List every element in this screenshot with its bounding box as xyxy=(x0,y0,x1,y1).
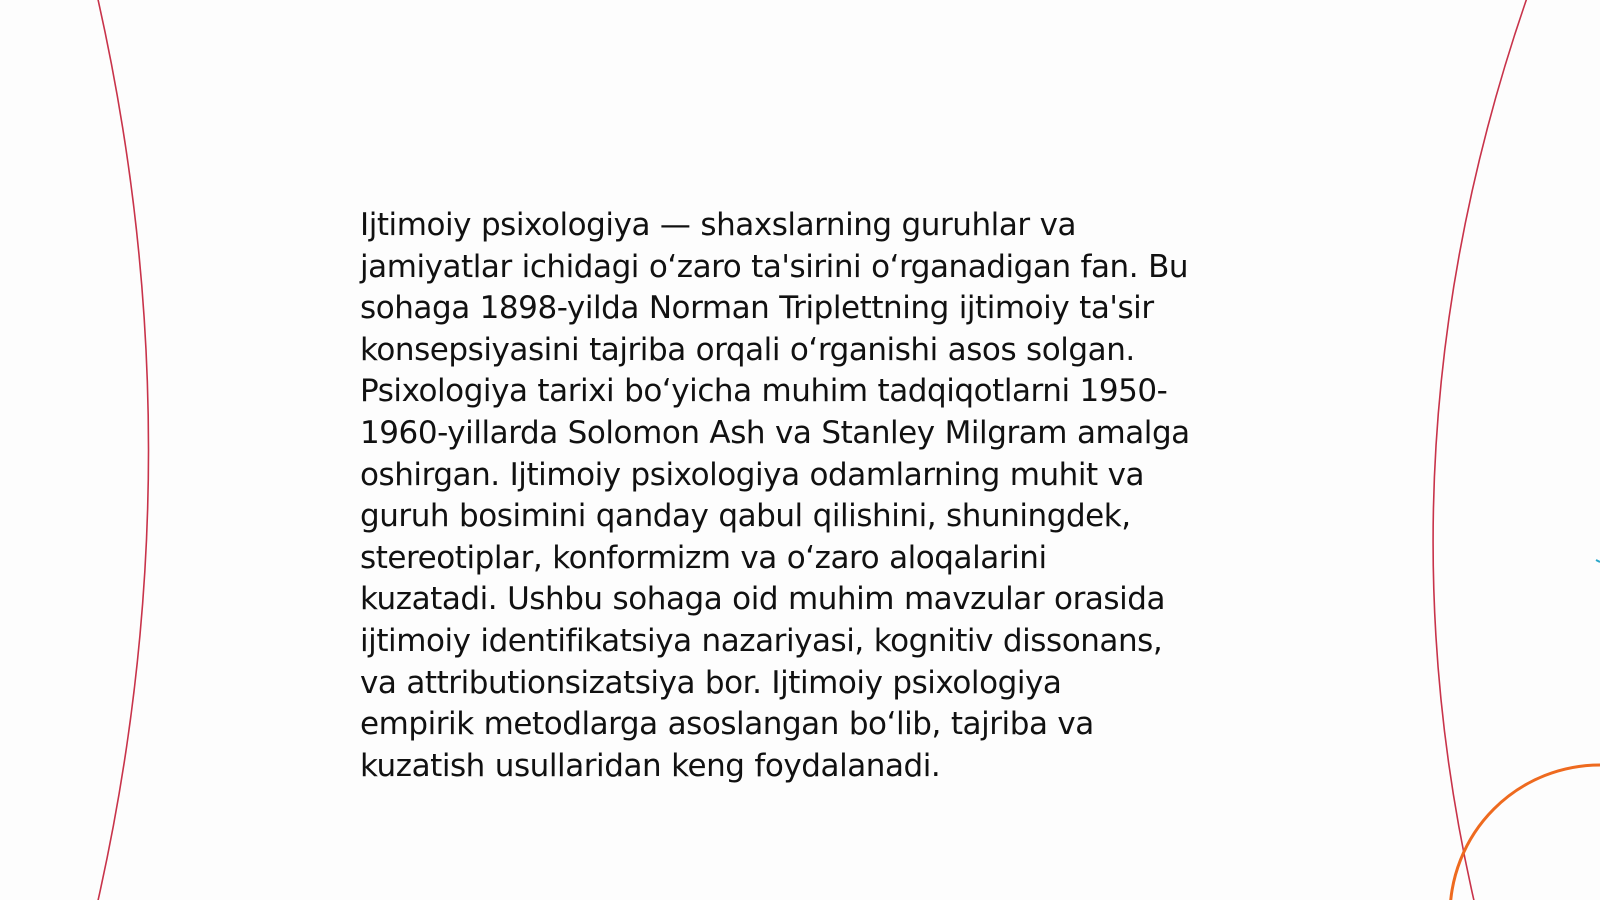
text-line: kuzatish usullaridan keng foydalanadi. xyxy=(360,747,941,784)
right-arc-decoration xyxy=(1433,0,1528,900)
text-line: empirik metodlarga asoslangan bo‘lib, tajriba va xyxy=(360,706,1094,743)
orange-circle-decoration xyxy=(1450,765,1600,900)
text-line: va attributionsizatsiya bor. Ijtimoiy psixologiya xyxy=(360,664,1062,701)
text-line: ijtimoiy identifikatsiya nazariyasi, kognitiv dissonans, xyxy=(360,622,1163,659)
text-line: stereotiplar, konformizm va o‘zaro aloqalarini xyxy=(360,539,1047,576)
text-line: konsepsiyasini tajriba orqali o‘rganishi asos solgan. xyxy=(360,331,1135,368)
left-arc-decoration xyxy=(97,0,149,900)
text-line: Psixologiya tarixi bo‘yicha muhim tadqiqotlarni 1950- xyxy=(360,373,1168,410)
text-line: guruh bosimini qanday qabul qilishini, shuningdek, xyxy=(360,498,1131,535)
text-line: sohaga 1898-yilda Norman Triplettning ijtimoiy ta'sir xyxy=(360,290,1154,327)
text-line: 1960-yillarda Solomon Ash va Stanley Milgram amalga xyxy=(360,414,1190,451)
slide-body-text xyxy=(360,205,1260,787)
text-line: kuzatadi. Ushbu sohaga oid muhim mavzular orasida xyxy=(360,581,1166,618)
text-line: Ijtimoiy psixologiya — shaxslarning guruhlar va xyxy=(360,207,1077,243)
teal-mark-decoration xyxy=(1596,560,1600,562)
text-line: oshirgan. Ijtimoiy psixologiya odamlarning muhit va xyxy=(360,456,1145,493)
text-line: jamiyatlar ichidagi o‘zaro ta'sirini o‘rganadigan fan. Bu xyxy=(360,248,1189,285)
